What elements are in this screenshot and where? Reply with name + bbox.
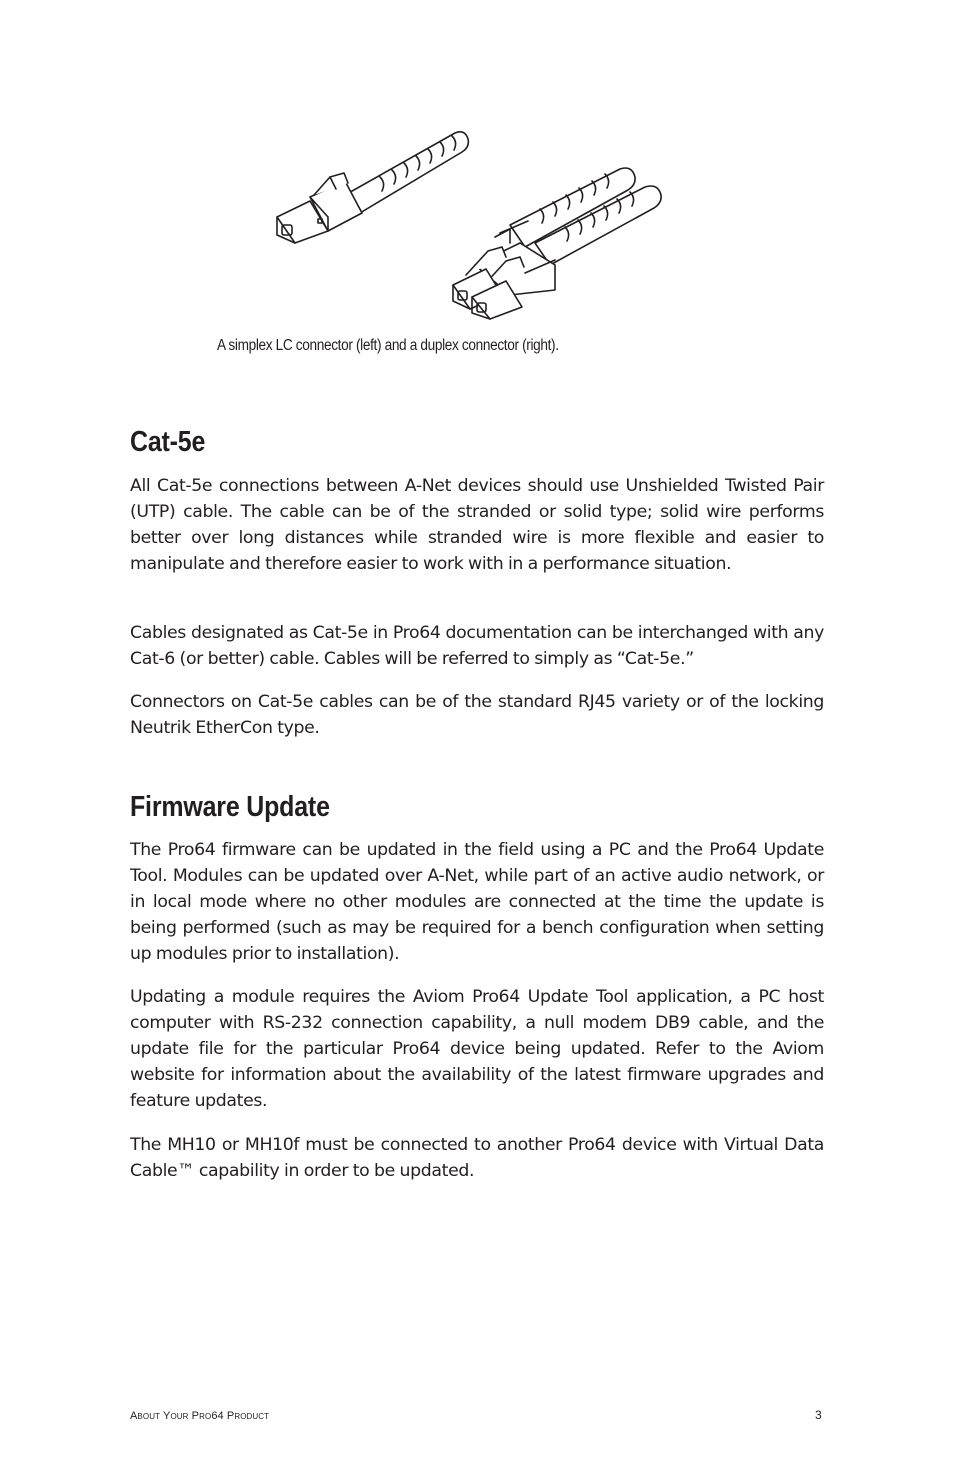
paragraph-firmware-2: Updating a module requires the Aviom Pro64 Update Tool application, a PC host computer with RS-232 connection capability, a null modem DB9 cable, and the update file for the particular Pro64 device being updated. Refer to the Aviom website for information about the availability of the latest firmware upgrades and feature updates. <box>130 987 824 1111</box>
footer-section-title: About Your Pro64 Product <box>130 1410 270 1422</box>
section-heading-cat5e: Cat-5e <box>130 426 206 458</box>
simplex-lc-connector-drawing <box>277 132 468 243</box>
figure-caption: A simplex LC connector (left) and a duplex connector (right). <box>217 337 559 354</box>
paragraph-cat5e-2: Cables designated as Cat-5e in Pro64 documentation can be interchanged with any Cat-6 (or better) cable. Cables will be referred to simply as “Cat-5e.” <box>130 623 824 669</box>
paragraph-cat5e-1: All Cat-5e connections between A-Net devices should use Unshielded Twisted Pair (UTP) cable. The cable can be of the stranded or solid type; solid wire performs better over long distances while stranded wire is more flexible and easier to manipulate and therefore easier to work with in a performance situation. <box>130 476 824 574</box>
paragraph-firmware-3: The MH10 or MH10f must be connected to another Pro64 device with Virtual Data Cable™ capability in order to be updated. <box>130 1135 824 1181</box>
duplex-lc-connector-drawing <box>453 168 661 319</box>
section-heading-firmware-update: Firmware Update <box>130 791 330 823</box>
lc-connector-illustration <box>270 125 670 325</box>
paragraph-firmware-1: The Pro64 firmware can be updated in the field using a PC and the Pro64 Update Tool. Modules can be updated over A-Net, while part of an active audio network, or in local mode where no other modules are connected at the time the update is being performed (such as may be required for a bench configuration when setting up modules prior to installation). <box>130 840 824 964</box>
paragraph-cat5e-3: Connectors on Cat-5e cables can be of the standard RJ45 variety or of the locking Neutrik EtherCon type. <box>130 692 824 738</box>
footer-page-number: 3 <box>815 1408 822 1422</box>
